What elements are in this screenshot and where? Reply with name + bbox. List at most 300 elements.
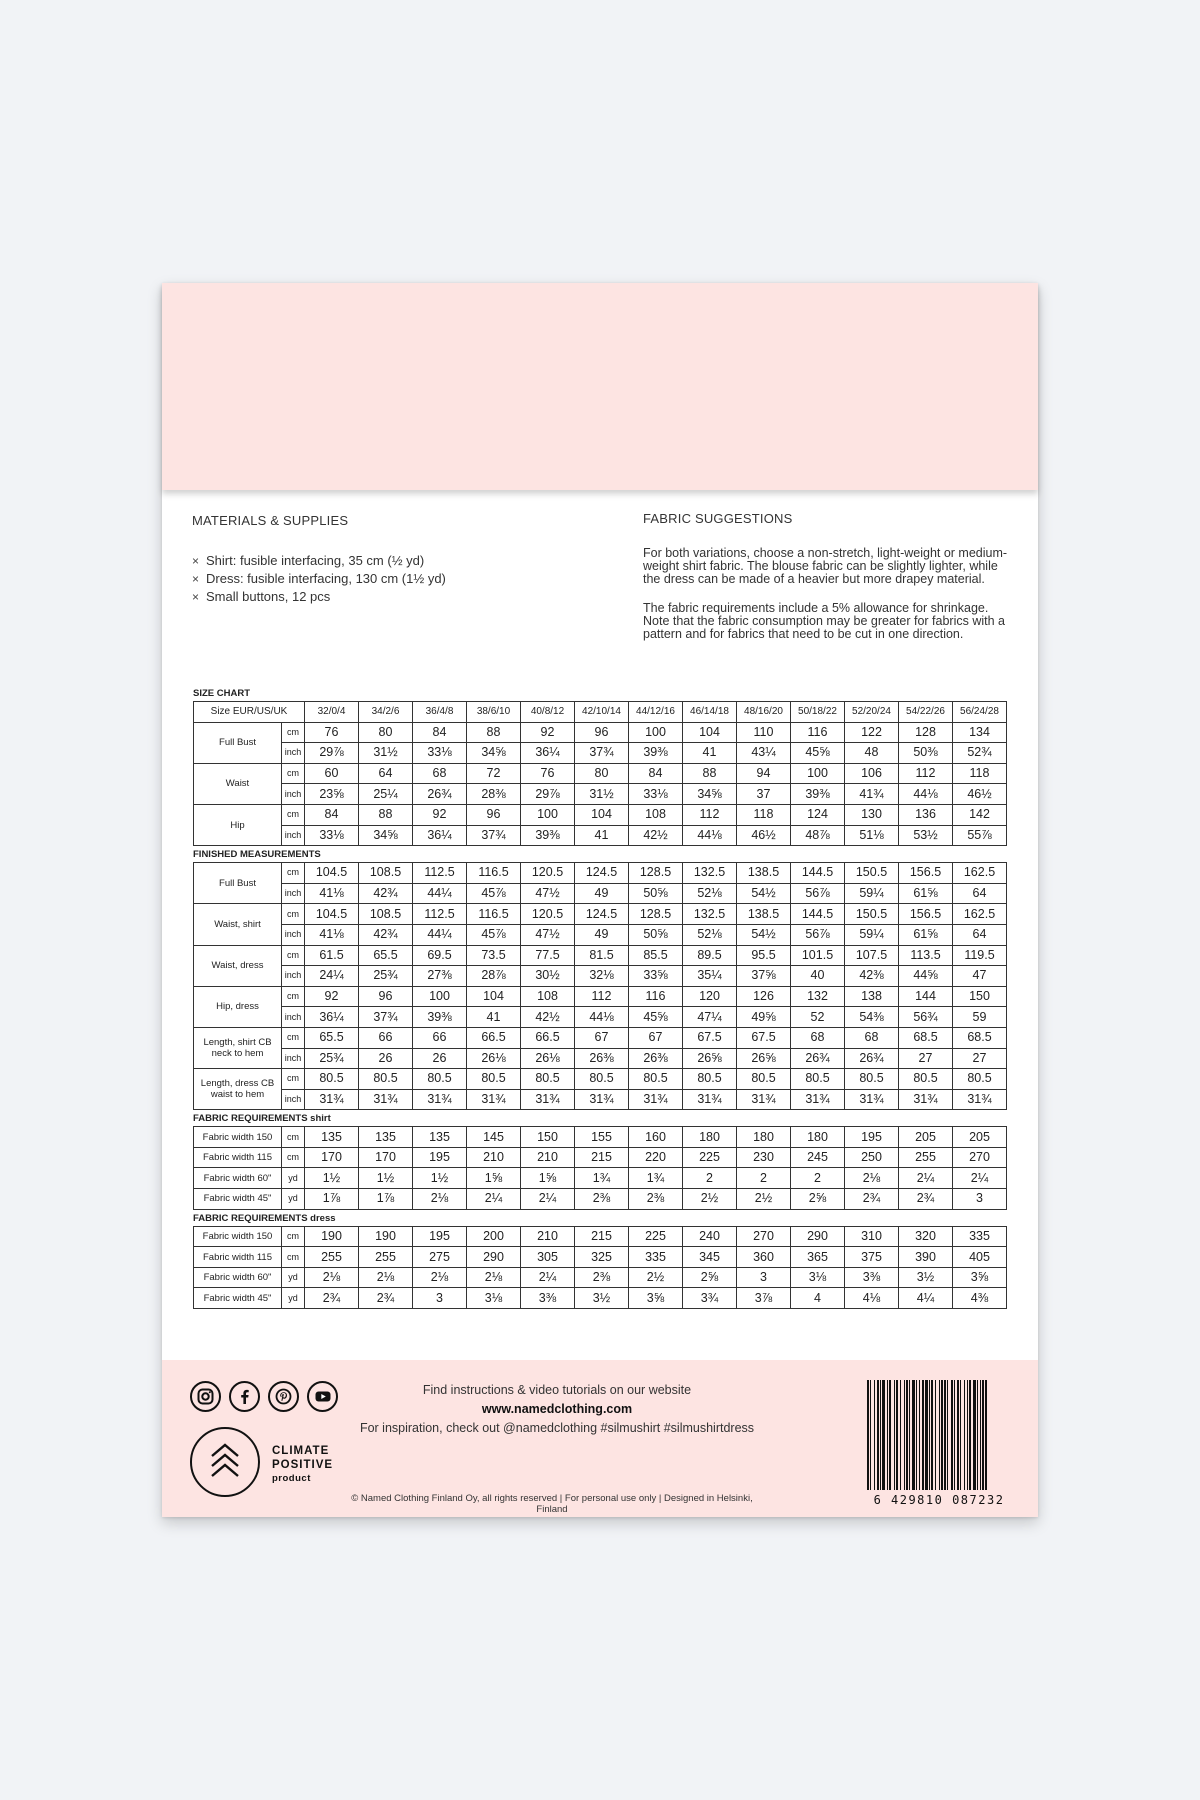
- value-cell: 106: [845, 763, 899, 784]
- value-cell: 215: [575, 1226, 629, 1247]
- table-row: [194, 1027, 1007, 1048]
- size-chart-table: [193, 701, 1006, 846]
- value-cell: 41⅛: [305, 883, 359, 904]
- value-cell: 64: [953, 924, 1007, 945]
- value-cell: 96: [575, 722, 629, 743]
- value-cell: 132.5: [683, 904, 737, 925]
- value-cell: 31¾: [629, 1089, 683, 1110]
- value-cell: 120.5: [521, 863, 575, 884]
- fabric-width-label: Fabric width 60": [194, 1267, 282, 1288]
- unit-cell: inch: [282, 784, 305, 805]
- value-cell: 195: [413, 1147, 467, 1168]
- table-row: [194, 825, 1007, 846]
- value-cell: 190: [305, 1226, 359, 1247]
- value-cell: 124.5: [575, 904, 629, 925]
- unit-cell: cm: [282, 986, 305, 1007]
- value-cell: 135: [413, 1127, 467, 1148]
- value-cell: 162.5: [953, 904, 1007, 925]
- size-header-cell: 42/10/14: [575, 702, 629, 723]
- value-cell: 45⅞: [467, 883, 521, 904]
- value-cell: 180: [791, 1127, 845, 1148]
- value-cell: 25¾: [359, 966, 413, 987]
- materials-list: [192, 552, 612, 606]
- unit-cell: cm: [282, 904, 305, 925]
- unit-cell: inch: [282, 883, 305, 904]
- value-cell: 170: [305, 1147, 359, 1168]
- fabric-width-label: Fabric width 45": [194, 1189, 282, 1210]
- value-cell: 44⅛: [899, 784, 953, 805]
- value-cell: 73.5: [467, 945, 521, 966]
- finished-measurements-title: FINISHED MEASUREMENTS: [193, 849, 321, 861]
- climate-positive-text: CLIMATE POSITIVE product: [272, 1445, 334, 1484]
- value-cell: 50⅝: [629, 924, 683, 945]
- value-cell: 128: [899, 722, 953, 743]
- value-cell: 46½: [953, 784, 1007, 805]
- table-row: [194, 1048, 1007, 1069]
- value-cell: 26¾: [413, 784, 467, 805]
- facebook-icon[interactable]: [229, 1381, 260, 1412]
- value-cell: 68: [845, 1027, 899, 1048]
- value-cell: 200: [467, 1226, 521, 1247]
- value-cell: 44⅛: [575, 1007, 629, 1028]
- table-row: [194, 904, 1007, 925]
- value-cell: 3: [737, 1267, 791, 1288]
- table-row: [194, 1089, 1007, 1110]
- unit-cell: cm: [282, 1027, 305, 1048]
- value-cell: 26⅛: [467, 1048, 521, 1069]
- value-cell: 26⅜: [575, 1048, 629, 1069]
- value-cell: 27: [899, 1048, 953, 1069]
- value-cell: 405: [953, 1247, 1007, 1268]
- value-cell: 4⅛: [845, 1288, 899, 1309]
- value-cell: 1½: [305, 1168, 359, 1189]
- value-cell: 59¼: [845, 924, 899, 945]
- value-cell: 66.5: [521, 1027, 575, 1048]
- value-cell: 31¾: [575, 1089, 629, 1110]
- value-cell: 310: [845, 1226, 899, 1247]
- value-cell: 44¼: [413, 883, 467, 904]
- value-cell: 126: [737, 986, 791, 1007]
- value-cell: 1⅞: [359, 1189, 413, 1210]
- value-cell: 56⅞: [791, 924, 845, 945]
- value-cell: 134: [953, 722, 1007, 743]
- table-row: [194, 784, 1007, 805]
- unit-cell: cm: [282, 1247, 305, 1268]
- value-cell: 119.5: [953, 945, 1007, 966]
- value-cell: 48: [845, 743, 899, 764]
- fabric-paragraph-2: The fabric requirements include a 5% allowance for shrinkage. Note that the fabric consumption may be greater for fabrics with a pattern and for fabrics that need to be cut in one direction.: [643, 601, 1005, 641]
- value-cell: 132.5: [683, 863, 737, 884]
- value-cell: 245: [791, 1147, 845, 1168]
- value-cell: 107.5: [845, 945, 899, 966]
- table-row: [194, 945, 1007, 966]
- value-cell: 59: [953, 1007, 1007, 1028]
- value-cell: 2⅛: [845, 1168, 899, 1189]
- value-cell: 37¾: [575, 743, 629, 764]
- value-cell: 84: [305, 804, 359, 825]
- value-cell: 27: [953, 1048, 1007, 1069]
- unit-cell: cm: [282, 863, 305, 884]
- value-cell: 65.5: [305, 1027, 359, 1048]
- value-cell: 50⅜: [899, 743, 953, 764]
- data-table: [193, 862, 1007, 1110]
- value-cell: 31¾: [413, 1089, 467, 1110]
- value-cell: 3⅞: [737, 1288, 791, 1309]
- pinterest-icon[interactable]: [268, 1381, 299, 1412]
- instagram-icon[interactable]: [190, 1381, 221, 1412]
- value-cell: 335: [953, 1226, 1007, 1247]
- unit-cell: yd: [282, 1168, 305, 1189]
- value-cell: 44⅝: [899, 966, 953, 987]
- value-cell: 335: [629, 1247, 683, 1268]
- value-cell: 118: [953, 763, 1007, 784]
- value-cell: 68: [791, 1027, 845, 1048]
- unit-cell: inch: [282, 924, 305, 945]
- table-row: [194, 863, 1007, 884]
- value-cell: 88: [359, 804, 413, 825]
- value-cell: 77.5: [521, 945, 575, 966]
- value-cell: 41: [575, 825, 629, 846]
- value-cell: 56¾: [899, 1007, 953, 1028]
- value-cell: 40: [791, 966, 845, 987]
- table-row: [194, 1288, 1007, 1309]
- value-cell: 96: [359, 986, 413, 1007]
- value-cell: 205: [899, 1127, 953, 1148]
- unit-cell: inch: [282, 1089, 305, 1110]
- unit-cell: inch: [282, 1007, 305, 1028]
- value-cell: 135: [305, 1127, 359, 1148]
- value-cell: 100: [791, 763, 845, 784]
- value-cell: 230: [737, 1147, 791, 1168]
- value-cell: 138.5: [737, 904, 791, 925]
- value-cell: 2¼: [521, 1267, 575, 1288]
- cross-bullet-icon: ×: [192, 572, 200, 586]
- value-cell: 3¾: [683, 1288, 737, 1309]
- value-cell: 104.5: [305, 863, 359, 884]
- cross-bullet-icon: ×: [192, 554, 200, 568]
- table-row: [194, 1267, 1007, 1288]
- value-cell: 76: [521, 763, 575, 784]
- value-cell: 44⅛: [683, 825, 737, 846]
- value-cell: 84: [413, 722, 467, 743]
- value-cell: 104: [575, 804, 629, 825]
- size-header-cell: 54/22/26: [899, 702, 953, 723]
- value-cell: 41¾: [845, 784, 899, 805]
- size-header-cell: 56/24/28: [953, 702, 1007, 723]
- value-cell: 113.5: [899, 945, 953, 966]
- value-cell: 26¾: [791, 1048, 845, 1069]
- value-cell: 2¼: [899, 1168, 953, 1189]
- table-row: [194, 722, 1007, 743]
- size-header-cell: 40/8/12: [521, 702, 575, 723]
- value-cell: 3⅛: [467, 1288, 521, 1309]
- value-cell: 48⅞: [791, 825, 845, 846]
- list-item: × Dress: fusible interfacing, 130 cm (1½ yd): [192, 571, 446, 586]
- size-header-cell: 46/14/18: [683, 702, 737, 723]
- value-cell: 31¾: [737, 1089, 791, 1110]
- value-cell: 2½: [737, 1189, 791, 1210]
- value-cell: 61.5: [305, 945, 359, 966]
- measurement-label: Length, shirt CB neck to hem: [194, 1027, 282, 1068]
- value-cell: 3⅝: [953, 1267, 1007, 1288]
- value-cell: 31¾: [791, 1089, 845, 1110]
- value-cell: 2¼: [521, 1189, 575, 1210]
- value-cell: 27⅜: [413, 966, 467, 987]
- table-row: [194, 1007, 1007, 1028]
- unit-cell: inch: [282, 1048, 305, 1069]
- list-item: × Small buttons, 12 pcs: [192, 589, 331, 604]
- value-cell: 128.5: [629, 904, 683, 925]
- value-cell: 2¾: [359, 1288, 413, 1309]
- value-cell: 2⅛: [305, 1267, 359, 1288]
- value-cell: 42½: [629, 825, 683, 846]
- value-cell: 2⅛: [413, 1189, 467, 1210]
- unit-cell: yd: [282, 1189, 305, 1210]
- value-cell: 33⅛: [413, 743, 467, 764]
- value-cell: 138: [845, 986, 899, 1007]
- value-cell: 305: [521, 1247, 575, 1268]
- value-cell: 1¾: [629, 1168, 683, 1189]
- value-cell: 42½: [521, 1007, 575, 1028]
- value-cell: 135: [359, 1127, 413, 1148]
- value-cell: 210: [521, 1226, 575, 1247]
- value-cell: 66.5: [467, 1027, 521, 1048]
- value-cell: 112.5: [413, 904, 467, 925]
- measurement-label: Length, dress CB waist to hem: [194, 1069, 282, 1110]
- value-cell: 68: [413, 763, 467, 784]
- value-cell: 255: [305, 1247, 359, 1268]
- list-item: × Shirt: fusible interfacing, 35 cm (½ yd): [192, 553, 425, 568]
- unit-cell: cm: [282, 1127, 305, 1148]
- value-cell: 88: [683, 763, 737, 784]
- value-cell: 325: [575, 1247, 629, 1268]
- size-header-cell: 44/12/16: [629, 702, 683, 723]
- fabric-width-label: Fabric width 115: [194, 1147, 282, 1168]
- value-cell: 45⅞: [467, 924, 521, 945]
- value-cell: 36¼: [521, 743, 575, 764]
- value-cell: 28⅞: [467, 966, 521, 987]
- value-cell: 47½: [521, 924, 575, 945]
- table-row: [194, 1226, 1007, 1247]
- value-cell: 54½: [737, 924, 791, 945]
- value-cell: 32⅛: [575, 966, 629, 987]
- value-cell: 42¾: [359, 924, 413, 945]
- value-cell: 36¼: [305, 1007, 359, 1028]
- value-cell: 108.5: [359, 904, 413, 925]
- value-cell: 290: [791, 1226, 845, 1247]
- value-cell: 2½: [629, 1267, 683, 1288]
- value-cell: 108.5: [359, 863, 413, 884]
- value-cell: 320: [899, 1226, 953, 1247]
- value-cell: 4: [791, 1288, 845, 1309]
- value-cell: 67: [575, 1027, 629, 1048]
- value-cell: 225: [683, 1147, 737, 1168]
- value-cell: 2¾: [845, 1189, 899, 1210]
- value-cell: 375: [845, 1247, 899, 1268]
- value-cell: 155: [575, 1127, 629, 1148]
- value-cell: 26⅜: [629, 1048, 683, 1069]
- value-cell: 41⅛: [305, 924, 359, 945]
- value-cell: 110: [737, 722, 791, 743]
- value-cell: 116: [791, 722, 845, 743]
- value-cell: 34⅝: [467, 743, 521, 764]
- table-row: [194, 1127, 1007, 1148]
- unit-cell: cm: [282, 1226, 305, 1247]
- value-cell: 225: [629, 1226, 683, 1247]
- value-cell: 52: [791, 1007, 845, 1028]
- value-cell: 31¾: [899, 1089, 953, 1110]
- value-cell: 1⅝: [467, 1168, 521, 1189]
- value-cell: 144.5: [791, 863, 845, 884]
- value-cell: 195: [413, 1226, 467, 1247]
- social-icons: [190, 1381, 338, 1412]
- value-cell: 2⅝: [791, 1189, 845, 1210]
- value-cell: 205: [953, 1127, 1007, 1148]
- value-cell: 34⅝: [359, 825, 413, 846]
- materials-title: MATERIALS & SUPPLIES: [192, 513, 349, 528]
- value-cell: 25¾: [305, 1048, 359, 1069]
- value-cell: 80.5: [737, 1069, 791, 1090]
- value-cell: 44¼: [413, 924, 467, 945]
- value-cell: 26: [359, 1048, 413, 1069]
- table-row: [194, 1247, 1007, 1268]
- value-cell: 2¼: [953, 1168, 1007, 1189]
- size-header-cell: 32/0/4: [305, 702, 359, 723]
- value-cell: 52¾: [953, 743, 1007, 764]
- measurement-label: Full Bust: [194, 722, 282, 763]
- value-cell: 34⅝: [683, 784, 737, 805]
- value-cell: 390: [899, 1247, 953, 1268]
- value-cell: 31½: [359, 743, 413, 764]
- unit-cell: cm: [282, 804, 305, 825]
- value-cell: 1½: [413, 1168, 467, 1189]
- footer-info: [352, 1381, 762, 1438]
- value-cell: 68.5: [899, 1027, 953, 1048]
- unit-cell: inch: [282, 966, 305, 987]
- youtube-icon[interactable]: [307, 1381, 338, 1412]
- fabric-width-label: Fabric width 150: [194, 1127, 282, 1148]
- value-cell: 67.5: [683, 1027, 737, 1048]
- value-cell: 255: [359, 1247, 413, 1268]
- value-cell: 138.5: [737, 863, 791, 884]
- value-cell: 56⅞: [791, 883, 845, 904]
- value-cell: 275: [413, 1247, 467, 1268]
- value-cell: 23⅝: [305, 784, 359, 805]
- fabric-req-dress-title: FABRIC REQUIREMENTS dress: [193, 1212, 336, 1224]
- value-cell: 26⅛: [521, 1048, 575, 1069]
- size-header-cell: 52/20/24: [845, 702, 899, 723]
- value-cell: 2: [683, 1168, 737, 1189]
- value-cell: 80.5: [953, 1069, 1007, 1090]
- value-cell: 61⅝: [899, 924, 953, 945]
- value-cell: 4¼: [899, 1288, 953, 1309]
- fabric-width-label: Fabric width 115: [194, 1247, 282, 1268]
- data-table: [193, 1226, 1007, 1309]
- table-row: [194, 804, 1007, 825]
- value-cell: 4⅜: [953, 1288, 1007, 1309]
- footer-band: [162, 1360, 1038, 1517]
- value-cell: 1⅞: [305, 1189, 359, 1210]
- value-cell: 290: [467, 1247, 521, 1268]
- cross-bullet-icon: ×: [192, 590, 200, 604]
- value-cell: 92: [413, 804, 467, 825]
- value-cell: 66: [359, 1027, 413, 1048]
- value-cell: 136: [899, 804, 953, 825]
- value-cell: 180: [683, 1127, 737, 1148]
- value-cell: 104: [467, 986, 521, 1007]
- value-cell: 156.5: [899, 904, 953, 925]
- value-cell: 92: [521, 722, 575, 743]
- value-cell: 170: [359, 1147, 413, 1168]
- size-chart-title: SIZE CHART: [193, 688, 250, 699]
- value-cell: 80.5: [683, 1069, 737, 1090]
- value-cell: 80.5: [791, 1069, 845, 1090]
- value-cell: 26⅝: [737, 1048, 791, 1069]
- value-cell: 29⅞: [305, 743, 359, 764]
- pattern-envelope-back: [162, 283, 1038, 1517]
- value-cell: 128.5: [629, 863, 683, 884]
- value-cell: 150.5: [845, 863, 899, 884]
- value-cell: 67.5: [737, 1027, 791, 1048]
- fabric-req-shirt-title: FABRIC REQUIREMENTS shirt: [193, 1113, 331, 1125]
- value-cell: 47: [953, 966, 1007, 987]
- fabric-req-shirt-table: [193, 1126, 1006, 1209]
- value-cell: 49: [575, 924, 629, 945]
- value-cell: 112: [683, 804, 737, 825]
- value-cell: 116: [629, 986, 683, 1007]
- value-cell: 81.5: [575, 945, 629, 966]
- fabric-width-label: Fabric width 60": [194, 1168, 282, 1189]
- value-cell: 142: [953, 804, 1007, 825]
- value-cell: 45⅝: [629, 1007, 683, 1028]
- value-cell: 94: [737, 763, 791, 784]
- table-row: [194, 924, 1007, 945]
- value-cell: 156.5: [899, 863, 953, 884]
- value-cell: 29⅞: [521, 784, 575, 805]
- value-cell: 37¾: [359, 1007, 413, 1028]
- value-cell: 67: [629, 1027, 683, 1048]
- value-cell: 80: [575, 763, 629, 784]
- value-cell: 80.5: [305, 1069, 359, 1090]
- value-cell: 240: [683, 1226, 737, 1247]
- value-cell: 2½: [683, 1189, 737, 1210]
- value-cell: 2¼: [467, 1189, 521, 1210]
- unit-cell: yd: [282, 1288, 305, 1309]
- value-cell: 39⅜: [791, 784, 845, 805]
- value-cell: 54½: [737, 883, 791, 904]
- value-cell: 3⅜: [845, 1267, 899, 1288]
- value-cell: 2⅜: [629, 1189, 683, 1210]
- value-cell: 195: [845, 1127, 899, 1148]
- value-cell: 1½: [359, 1168, 413, 1189]
- value-cell: 2¾: [899, 1189, 953, 1210]
- value-cell: 47¼: [683, 1007, 737, 1028]
- value-cell: 96: [467, 804, 521, 825]
- size-header-cell: 38/6/10: [467, 702, 521, 723]
- value-cell: 145: [467, 1127, 521, 1148]
- value-cell: 345: [683, 1247, 737, 1268]
- website-link[interactable]: www.namedclothing.com: [481, 1402, 633, 1416]
- finished-measurements-table: [193, 862, 1006, 1110]
- value-cell: 30½: [521, 966, 575, 987]
- value-cell: 35¼: [683, 966, 737, 987]
- fabric-paragraph-1: For both variations, choose a non-stretch, light-weight or medium-weight shirt fabric. The blouse fabric can be slightly lighter, while the dress can be made of a heavier but more drapey material.: [643, 546, 1008, 586]
- value-cell: 88: [467, 722, 521, 743]
- value-cell: 68.5: [953, 1027, 1007, 1048]
- measurement-label: Full Bust: [194, 863, 282, 904]
- value-cell: 36¼: [413, 825, 467, 846]
- value-cell: 112.5: [413, 863, 467, 884]
